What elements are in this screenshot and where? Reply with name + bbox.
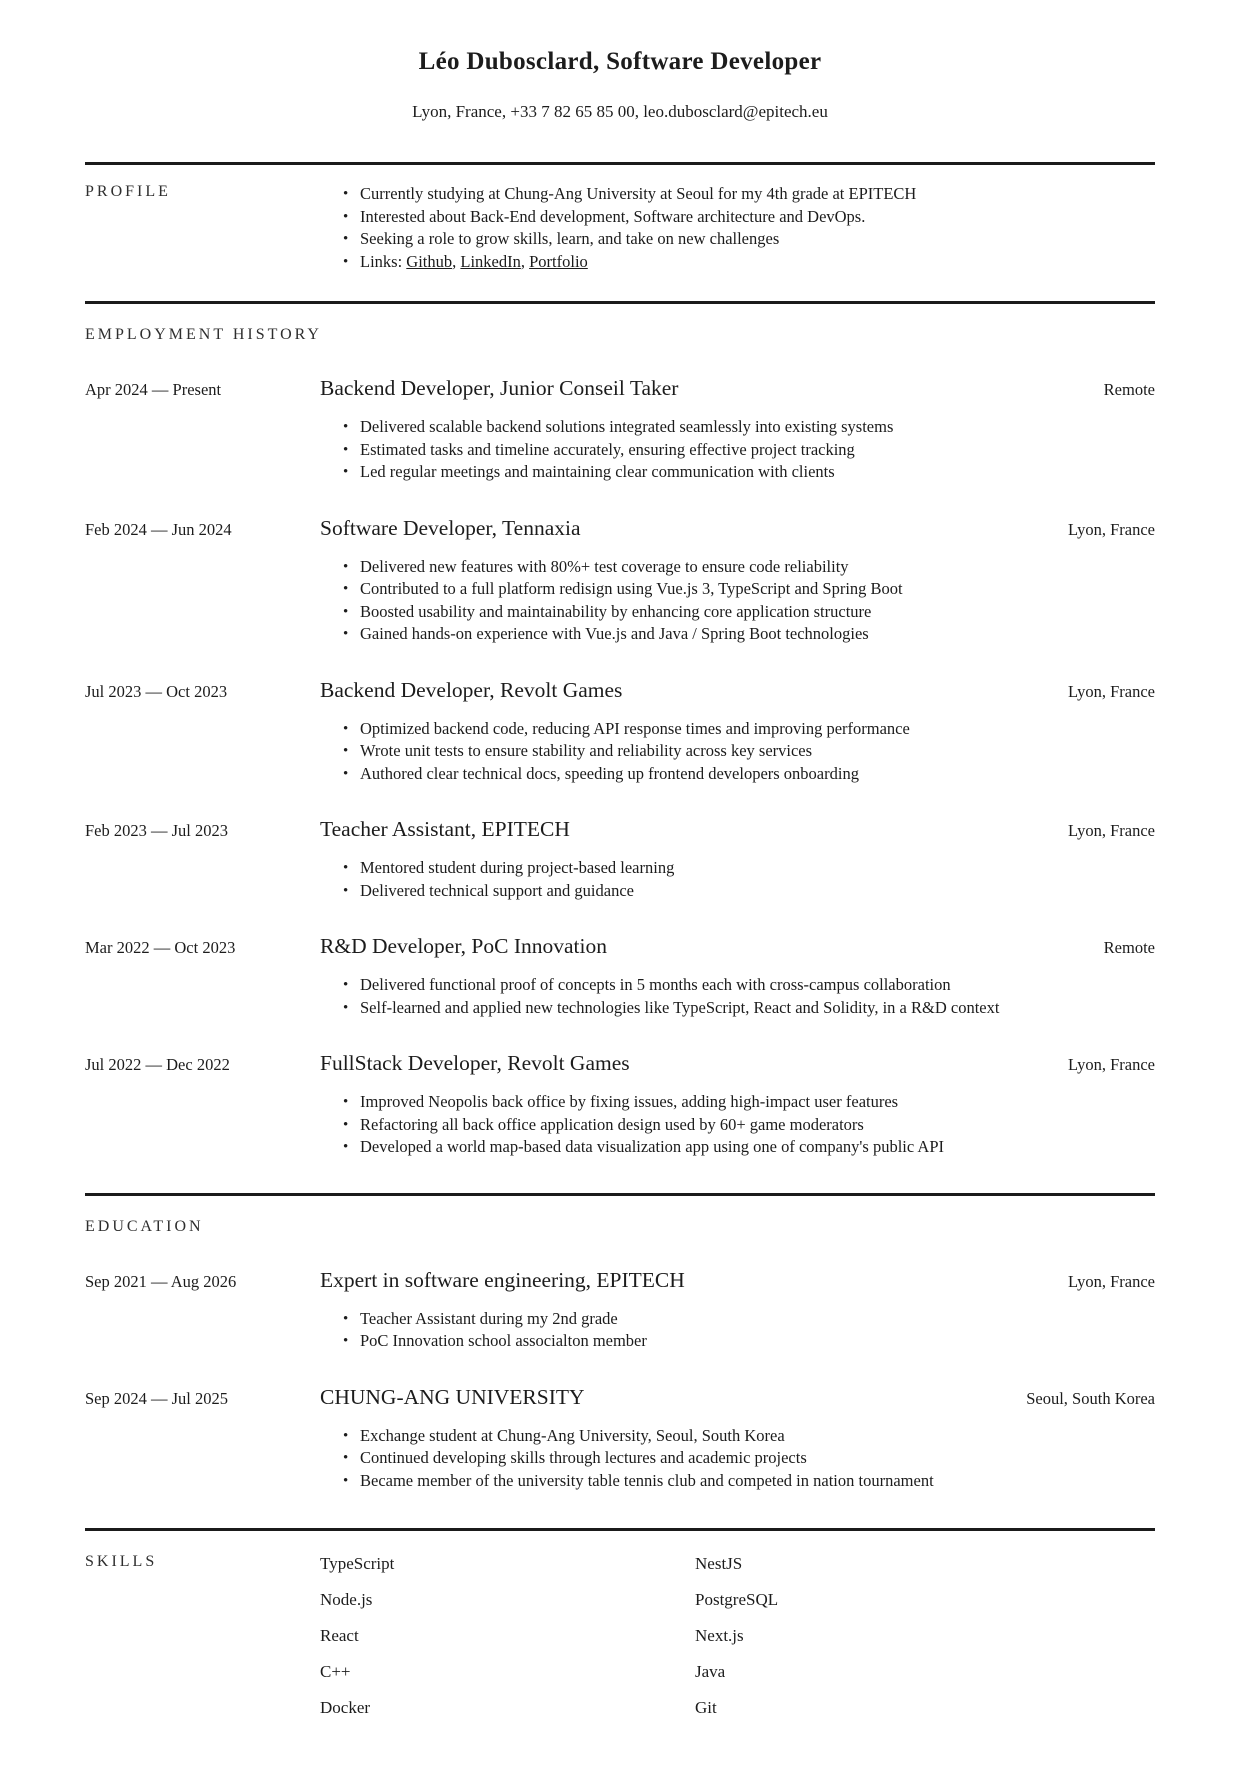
- link-separator: ,: [520, 251, 525, 271]
- school-bullet-list: [320, 1425, 1155, 1493]
- school-bullet: • Became member of the university table tennis club and competed in nation tournament: [343, 1470, 1155, 1493]
- skill-item: C++: [320, 1662, 351, 1681]
- job-entry: [85, 1051, 1155, 1159]
- job-dates: Apr 2024 — Present: [85, 380, 222, 399]
- school-title: Expert in software engineering, EPITECH: [320, 1267, 685, 1292]
- job-head: [85, 817, 1155, 842]
- link-portfolio[interactable]: Portfolio: [529, 251, 588, 271]
- job-title: Software Developer, Tennaxia: [320, 515, 581, 540]
- school-bullet: • Exchange student at Chung-Ang University, Seoul, South Korea: [343, 1425, 1155, 1448]
- skill-item: PostgreSQL: [695, 1590, 779, 1609]
- links-label: Links:: [360, 251, 403, 271]
- job-bullet: • Optimized backend code, reducing API response times and improving performance: [343, 718, 1155, 741]
- school-location: Lyon, France: [1067, 1271, 1155, 1291]
- school-bullet-list: [320, 1308, 1155, 1353]
- profile-label: PROFILE: [85, 183, 171, 200]
- job-bullet: • Wrote unit tests to ensure stability and reliability across key services: [343, 740, 1155, 763]
- job-bullet: • Gained hands-on experience with Vue.js and Java / Spring Boot technologies: [343, 623, 1155, 646]
- job-dates: Feb 2023 — Jul 2023: [85, 821, 229, 840]
- job-bullet: • Improved Neopolis back office by fixing issues, adding high-impact user features: [343, 1091, 1155, 1114]
- school-bullet: • Teacher Assistant during my 2nd grade: [343, 1308, 1155, 1331]
- skills-column-right: [695, 1553, 1155, 1733]
- profile-bullet: • Seeking a role to grow skills, learn, and take on new challenges: [343, 228, 1155, 251]
- job-title: R&D Developer, PoC Innovation: [320, 934, 607, 958]
- person-name: Léo Dubosclard, Software Developer: [418, 48, 822, 75]
- job-location: Remote: [1103, 380, 1155, 399]
- job-bullet: • Self-learned and applied new technologies like TypeScript, React and Solidity, in a R&D context: [343, 997, 1155, 1020]
- job-bullet-list: [320, 974, 1155, 1019]
- job-bullet: • Authored clear technical docs, speeding up frontend developers onboarding: [343, 763, 1155, 786]
- link-linkedin[interactable]: LinkedIn: [460, 251, 521, 271]
- job-head: [85, 516, 1155, 541]
- skill-item: Node.js: [320, 1590, 373, 1609]
- job-location: Lyon, France: [1067, 681, 1155, 701]
- education-label: EDUCATION: [85, 1217, 204, 1235]
- employment-label: EMPLOYMENT HISTORY: [85, 326, 322, 343]
- job-location: Lyon, France: [1067, 519, 1155, 539]
- job-bullet: • Delivered functional proof of concepts in 5 months each with cross-campus collaboration: [343, 974, 1155, 997]
- school-bullet: • Continued developing skills through lectures and academic projects: [343, 1447, 1155, 1470]
- job-head: [85, 934, 1155, 959]
- school-title: CHUNG-ANG UNIVERSITY: [320, 1384, 585, 1409]
- skill-item: Next.js: [695, 1626, 744, 1645]
- job-dates: Feb 2024 — Jun 2024: [85, 519, 232, 539]
- job-dates: Jul 2023 — Oct 2023: [85, 681, 228, 701]
- profile-bullet-list: [320, 183, 1155, 251]
- contact-line: Lyon, France, +33 7 82 65 85 00, leo.dubosclard@epitech.eu: [412, 102, 828, 121]
- school-entry: [85, 1385, 1155, 1493]
- school-head: [85, 1385, 1155, 1410]
- job-title: Backend Developer, Revolt Games: [320, 677, 623, 702]
- skills-section: [85, 1531, 1155, 1733]
- skills-column-left: [320, 1553, 695, 1733]
- job-entry: [85, 934, 1155, 1019]
- skill-item: React: [320, 1626, 359, 1645]
- job-location: Remote: [1103, 938, 1155, 957]
- job-bullet-list: [320, 556, 1155, 646]
- links-row: [320, 251, 1155, 274]
- job-bullet: • Boosted usability and maintainability by enhancing core application structure: [343, 601, 1155, 624]
- job-head: [85, 678, 1155, 703]
- job-bullet: • Contributed to a full platform redisign using Vue.js 3, TypeScript and Spring Boot: [343, 578, 1155, 601]
- job-bullet-list: [320, 718, 1155, 786]
- school-head: [85, 1268, 1155, 1293]
- profile-content: [320, 183, 1155, 273]
- job-dates: Mar 2022 — Oct 2023: [85, 938, 236, 957]
- job-head: [85, 1051, 1155, 1076]
- skills-label: SKILLS: [85, 1553, 158, 1570]
- job-title: Backend Developer, Junior Conseil Taker: [320, 376, 679, 400]
- link-separator: ,: [452, 251, 457, 271]
- job-dates: Jul 2022 — Dec 2022: [85, 1055, 230, 1074]
- job-entry: [85, 516, 1155, 646]
- job-bullet: • Delivered scalable backend solutions integrated seamlessly into existing systems: [343, 416, 1155, 439]
- job-bullet-list: [320, 416, 1155, 484]
- education-section: [85, 1196, 1155, 1493]
- link-github[interactable]: Github: [406, 251, 453, 271]
- skill-item: Java: [695, 1662, 726, 1681]
- school-dates: Sep 2021 — Aug 2026: [85, 1271, 237, 1291]
- header: [85, 48, 1155, 122]
- profile-section: [85, 165, 1155, 273]
- job-bullet: • Delivered new features with 80%+ test coverage to ensure code reliability: [343, 556, 1155, 579]
- job-entry: [85, 678, 1155, 786]
- skill-item: Git: [695, 1698, 717, 1717]
- skill-item: Docker: [320, 1698, 371, 1717]
- job-head: [85, 376, 1155, 401]
- job-entry: [85, 817, 1155, 902]
- job-bullet-list: [320, 1091, 1155, 1159]
- links-item: [343, 251, 1155, 274]
- job-location: Lyon, France: [1067, 1055, 1155, 1074]
- job-bullet: • Led regular meetings and maintaining clear communication with clients: [343, 461, 1155, 484]
- job-bullet-list: [320, 857, 1155, 902]
- job-entry: [85, 376, 1155, 484]
- profile-bullet: • Currently studying at Chung-Ang University at Seoul for my 4th grade at EPITECH: [343, 183, 1155, 206]
- employment-section: [85, 304, 1155, 1159]
- school-dates: Sep 2024 — Jul 2025: [85, 1388, 229, 1408]
- school-entry: [85, 1268, 1155, 1353]
- school-location: Seoul, South Korea: [1026, 1388, 1155, 1408]
- job-bullet: • Refactoring all back office application design used by 60+ game moderators: [343, 1114, 1155, 1137]
- job-bullet: • Estimated tasks and timeline accurately, ensuring effective project tracking: [343, 439, 1155, 462]
- job-bullet: • Delivered technical support and guidance: [343, 880, 1155, 903]
- skill-item: NestJS: [695, 1554, 743, 1573]
- profile-bullet: • Interested about Back-End development, Software architecture and DevOps.: [343, 206, 1155, 229]
- job-title: Teacher Assistant, EPITECH: [320, 817, 570, 841]
- school-bullet: • PoC Innovation school associalton member: [343, 1330, 1155, 1353]
- job-bullet: • Developed a world map-based data visualization app using one of company's public API: [343, 1136, 1155, 1159]
- job-location: Lyon, France: [1067, 821, 1155, 840]
- job-bullet: • Mentored student during project-based learning: [343, 857, 1155, 880]
- job-title: FullStack Developer, Revolt Games: [320, 1051, 630, 1075]
- skill-item: TypeScript: [320, 1554, 395, 1573]
